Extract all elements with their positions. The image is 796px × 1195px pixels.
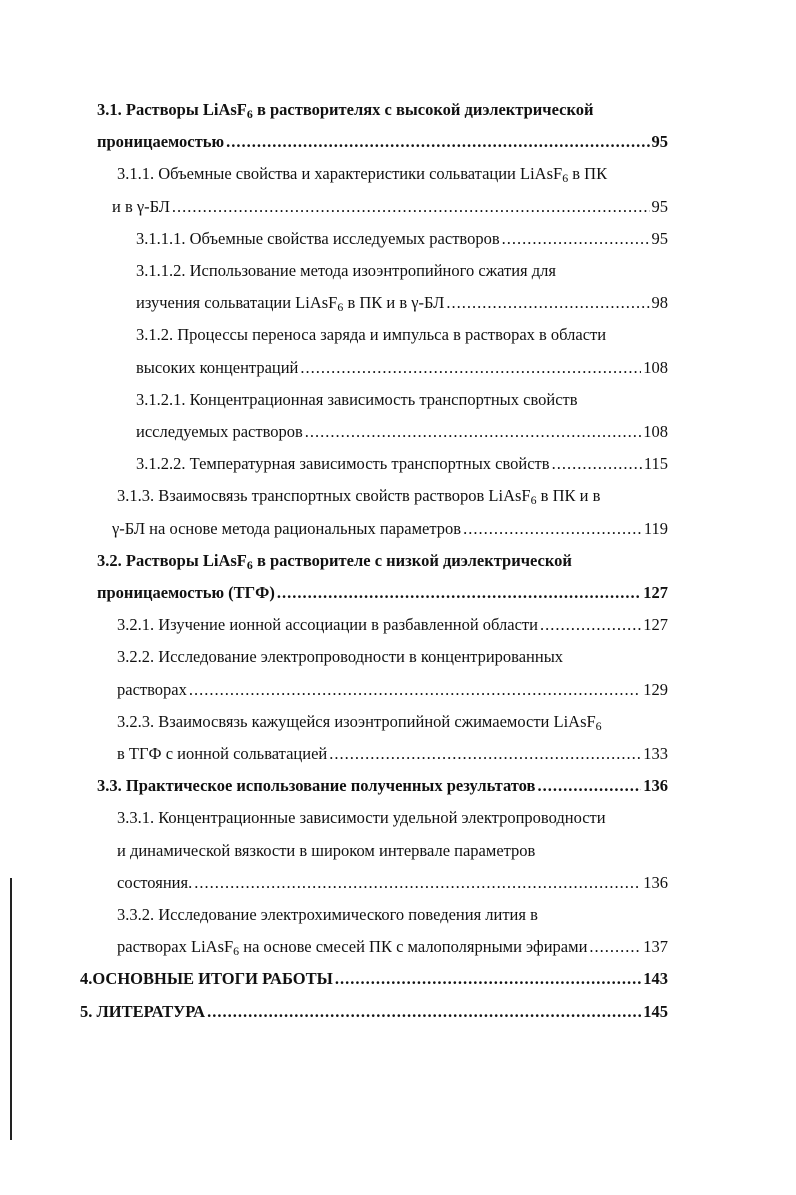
page-number: 98 xyxy=(651,293,668,313)
toc-entry-text xyxy=(136,223,500,255)
toc-text: 4.ОСНОВНЫЕ ИТОГИ РАБОТЫ xyxy=(80,969,333,989)
toc-line xyxy=(117,641,563,673)
toc-line xyxy=(117,738,668,770)
page-number: 127 xyxy=(643,583,668,602)
toc-line xyxy=(136,287,668,319)
toc-entry-text xyxy=(117,486,601,508)
toc-text: γ-БЛ на основе метода рациональных параметров xyxy=(112,518,462,538)
page-number: 133 xyxy=(643,744,668,763)
page-number: 95 xyxy=(651,132,668,152)
toc-line xyxy=(117,835,535,867)
toc-entry-text xyxy=(117,712,602,731)
toc-entry-text xyxy=(136,390,578,409)
dot-leader xyxy=(589,931,641,963)
toc-text: 3.1.1.1. Объемные свойства исследуемых растворов xyxy=(136,228,500,248)
toc-entry-text xyxy=(117,674,187,706)
toc-text: исследуемых растворов xyxy=(136,422,303,441)
toc-entry-text xyxy=(80,996,205,1028)
toc-subscript: 6 xyxy=(246,557,253,572)
toc-text: проницаемостью xyxy=(97,132,225,152)
page-number: 143 xyxy=(643,969,668,989)
toc-text: на основе смесей ПК с малополярными эфирами xyxy=(239,937,588,957)
toc-text: и динамической вязкости в широком интервале параметров xyxy=(117,840,536,860)
dot-leader xyxy=(335,963,641,995)
toc-entry-text xyxy=(117,647,563,666)
toc-text: 3.3. Практическое использование полученных результатов xyxy=(97,776,536,796)
toc-text: высоких концентраций xyxy=(136,357,299,377)
page-number: 108 xyxy=(643,357,668,377)
dot-leader xyxy=(552,448,642,480)
toc-text: 3.1.2.2. Температурная зависимость транспортных свойств xyxy=(136,454,550,474)
toc-entry-text xyxy=(117,905,538,924)
toc-text: 3.3.1. Концентрационные зависимости удельной электропроводности xyxy=(117,808,606,828)
toc-line xyxy=(136,255,556,287)
page-number: 136 xyxy=(643,872,668,892)
toc-entry-text xyxy=(97,770,535,802)
toc-line xyxy=(97,94,594,126)
page-number: 127 xyxy=(643,615,668,635)
toc-line xyxy=(112,513,668,545)
toc-text: 3.1.3. Взаимосвязь транспортных свойств растворов LiAsF xyxy=(117,486,531,506)
toc-entry-text xyxy=(136,325,606,344)
page-number: 95 xyxy=(651,196,668,216)
toc-line xyxy=(136,352,668,384)
toc-entry-text xyxy=(136,261,556,280)
toc-text: в растворителях с высокой диэлектрической xyxy=(252,100,594,119)
toc-text: изучения сольватации LiAsF xyxy=(136,293,338,313)
toc-entry-text xyxy=(117,164,608,186)
toc-entry-text xyxy=(117,867,192,899)
dot-leader xyxy=(540,609,641,641)
toc-text: и в γ-БЛ xyxy=(112,196,170,216)
toc-line xyxy=(117,158,607,190)
toc-line xyxy=(97,770,668,802)
toc-line xyxy=(80,996,668,1028)
page-number: 136 xyxy=(643,776,668,796)
toc-text: растворах LiAsF xyxy=(117,937,234,957)
toc-entry-text xyxy=(136,416,303,448)
page-number: 115 xyxy=(643,454,668,474)
toc-entry-text xyxy=(97,100,594,119)
toc-subscript: 6 xyxy=(233,944,240,959)
page-number: 108 xyxy=(643,422,668,441)
toc-line xyxy=(117,609,668,641)
toc-line xyxy=(117,931,668,963)
toc-entry-text xyxy=(136,448,550,480)
toc-subscript: 6 xyxy=(595,718,602,733)
toc-text: в ТГФ с ионной сольватацией xyxy=(117,744,328,763)
toc-text: 3.1. Растворы LiAsF xyxy=(97,100,247,119)
toc-text: 3.2.1. Изучение ионной ассоциации в разбавленной области xyxy=(117,615,538,635)
toc-line xyxy=(136,448,668,480)
toc-entry-text xyxy=(117,738,327,770)
toc-line xyxy=(97,545,572,577)
toc-text: в ПК и в xyxy=(536,486,601,506)
dot-leader xyxy=(226,126,649,158)
toc-line xyxy=(136,384,578,416)
toc-text: 3.1.2.1. Концентрационная зависимость транспортных свойств xyxy=(136,389,578,409)
toc-text: в ПК xyxy=(568,164,608,184)
dot-leader xyxy=(300,352,641,384)
toc-entry-text xyxy=(112,513,461,545)
toc-line xyxy=(80,963,668,995)
toc-text: состояния. xyxy=(117,872,193,892)
toc-subscript: 6 xyxy=(337,300,344,315)
dot-leader xyxy=(189,674,641,706)
toc-text: проницаемостью (ТГФ) xyxy=(97,583,275,602)
scan-edge-mark xyxy=(10,878,12,1140)
toc-line xyxy=(117,480,600,512)
dot-leader xyxy=(305,416,641,448)
toc-line xyxy=(136,319,606,351)
toc-text: 3.1.1.2. Использование метода изоэнтропийного сжатия для xyxy=(136,261,556,280)
toc-subscript: 6 xyxy=(530,493,537,508)
page-number: 129 xyxy=(643,679,668,699)
dot-leader xyxy=(329,738,641,770)
toc-text: в растворителе с низкой диэлектрической xyxy=(252,550,572,570)
toc-entry-text xyxy=(97,577,275,609)
toc-line xyxy=(117,674,668,706)
toc-line xyxy=(97,577,668,609)
toc-text: 5. ЛИТЕРАТУРА xyxy=(80,1001,206,1021)
dot-leader xyxy=(172,191,650,223)
dot-leader xyxy=(502,223,650,255)
toc-line xyxy=(136,416,668,448)
dot-leader xyxy=(277,577,641,609)
dot-leader xyxy=(446,287,649,319)
page-number: 95 xyxy=(651,228,668,248)
page-number: 145 xyxy=(643,1001,668,1021)
toc-entry-text xyxy=(117,841,535,860)
toc-text: 3.1.1. Объемные свойства и характеристики сольватации LiAsF xyxy=(117,164,563,184)
dot-leader xyxy=(207,996,641,1028)
toc-text: 3.3.2. Исследование электрохимического поведения лития в xyxy=(117,905,538,924)
toc-line xyxy=(112,191,668,223)
toc-line xyxy=(136,223,668,255)
toc-line xyxy=(97,126,668,158)
toc-text: 3.2.2. Исследование электропроводности в концентрированных xyxy=(117,647,564,667)
toc-entry-text xyxy=(117,808,606,827)
toc-entry-text xyxy=(112,191,170,223)
toc-entry-text xyxy=(136,287,444,319)
dot-leader xyxy=(194,867,641,899)
toc-entry-text xyxy=(97,551,572,570)
toc-subscript: 6 xyxy=(246,106,253,121)
toc-text: растворах xyxy=(117,679,187,699)
dot-leader xyxy=(463,513,642,545)
toc-entry-text xyxy=(97,126,224,158)
page-number: 137 xyxy=(643,937,668,957)
toc-entry-text xyxy=(117,609,538,641)
toc-text: в ПК и в γ-БЛ xyxy=(343,293,445,313)
toc-line xyxy=(117,899,538,931)
toc-text: 3.1.2. Процессы переноса заряда и импульса в растворах в области xyxy=(136,325,607,345)
toc-subscript: 6 xyxy=(562,171,569,186)
toc-entry-text xyxy=(136,352,298,384)
toc-line xyxy=(117,706,602,738)
page-number: 119 xyxy=(643,518,668,538)
dot-leader xyxy=(537,770,641,802)
toc-line xyxy=(117,867,668,899)
toc-text: 3.2. Растворы LiAsF xyxy=(97,550,247,570)
toc-entry-text xyxy=(117,931,587,963)
toc-entry-text xyxy=(80,963,333,995)
toc-line xyxy=(117,802,606,834)
toc-text: 3.2.3. Взаимосвязь кажущейся изоэнтропийной сжимаемости LiAsF xyxy=(117,711,596,731)
